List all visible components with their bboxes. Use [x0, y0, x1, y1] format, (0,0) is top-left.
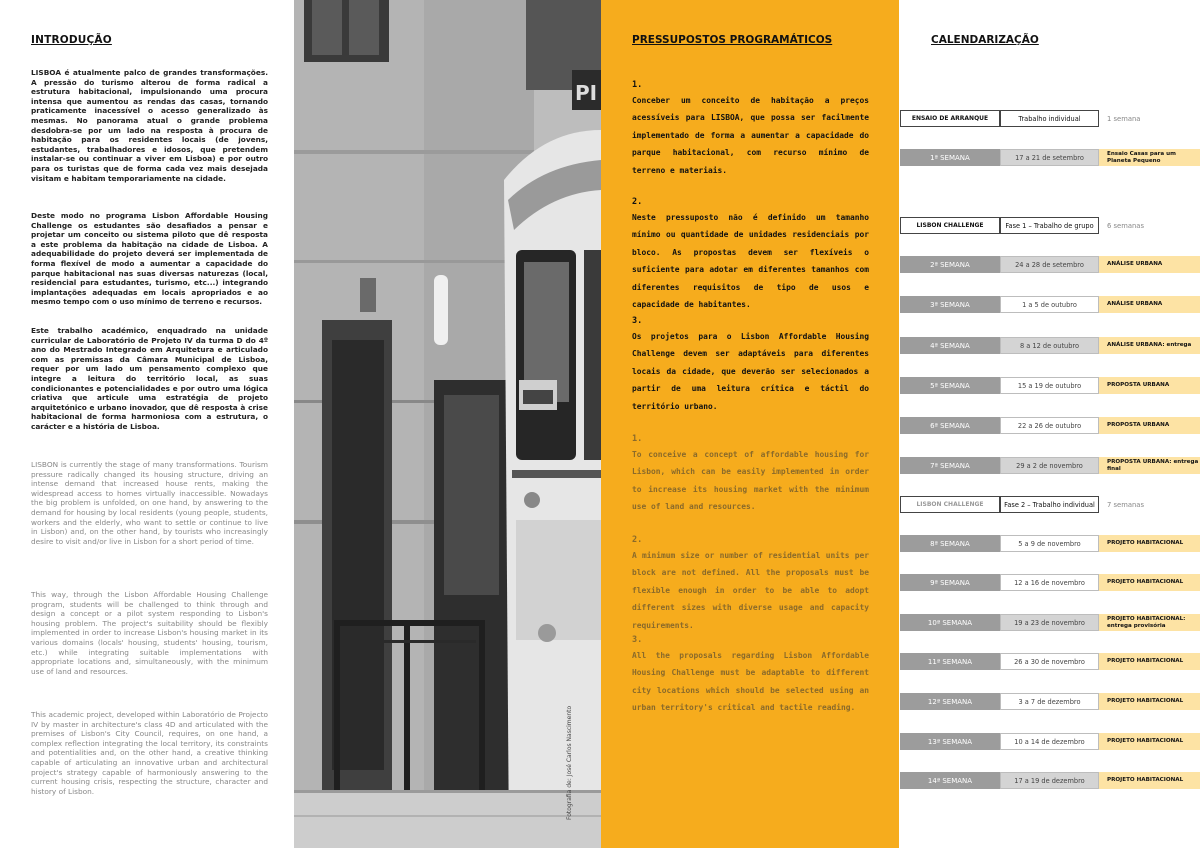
- calendar-row-label: 12ª SEMANA: [900, 693, 1000, 710]
- calendar-row: [900, 693, 1200, 710]
- premise-en-3-text: All the proposals regarding Lisbon Affordable Housing Challenge must be adaptable to different city locations which should be selected using an urban territory's critical and tactile reading.: [632, 651, 869, 713]
- premise-pt-3-number: 3.: [632, 316, 643, 326]
- calendar-row-detail: 22 a 26 de outubro: [1000, 417, 1099, 434]
- calendar-row-label: 14ª SEMANA: [900, 772, 1000, 789]
- calendar-row-note: PROJETO HABITACIONAL: [1099, 574, 1200, 591]
- intro-paragraph-1: LISBOA é atualmente palco de grandes transformações. A pressão do turismo alterou de forma radical a estrutura habitacional, impulsionando uma procura intensa que aumentou as rendas das casas, tornando praticamente inacessível o acesso generalizado às mesmas. No panorama atual o grande problema desdobra-se por um lado na resposta à procura de habitação para os residentes locais (de jovens, estudantes, trabalhadores e idosos, que pretendem instalar-se ou continuar a viver em Lisboa) e por outro para os turistas que de forma cada vez mais desejada visitam e habitam temporariamente na cidade.: [31, 68, 268, 183]
- calendar-row: [900, 217, 1200, 234]
- calendar-row: [900, 149, 1200, 166]
- premise-pt-2-text: Neste pressuposto não é definido um tamanho mínimo ou quantidade de unidades residenciais por bloco. As propostas devem ser flexíveis o suficiente para adotar em diferentes tamanhos com diferentes requisitos de tipo de usos e capacidade de habitantes.: [632, 213, 869, 310]
- calendar-title: CALENDARIZAÇÃO: [931, 34, 1039, 46]
- premise-pt-3-text: Os projetos para o Lisbon Affordable Housing Challenge devem ser adaptáveis para diferentes locais da cidade, que deverão ser selecionados a partir de uma leitura crítica e táctil do território urbano.: [632, 332, 869, 411]
- calendar-row-note: PROJETO HABITACIONAL: [1099, 535, 1200, 552]
- calendar-row: [900, 377, 1200, 394]
- calendar-row: [900, 296, 1200, 313]
- calendar-row-note: PROJETO HABITACIONAL: entrega provisória: [1099, 614, 1200, 631]
- calendar-row-note: Ensaio Casas para um Planeta Pequeno: [1099, 149, 1200, 166]
- svg-text:PI: PI: [575, 81, 598, 105]
- calendar-row-label: LISBON CHALLENGE: [900, 496, 1000, 513]
- intro-paragraph-5: This way, through the Lisbon Affordable Housing Challenge program, students will be challenged to think through and design a concept or a pilot system responding to Lisbon's housing problem. The project's suitability should be flexibly implemented in order to increase Lisbon's housing market in its various domains (locals' housing, students' housing, tourism, etc.) while integrating suitable implementations with appropriate locations and, simultaneously, with the minimum use of land and resources.: [31, 590, 268, 676]
- calendar-row: [900, 653, 1200, 670]
- calendar-row-label: 3ª SEMANA: [900, 296, 1000, 313]
- calendar-row-label: 7ª SEMANA: [900, 457, 1000, 474]
- calendar-row: [900, 337, 1200, 354]
- calendar-row-detail: 15 a 19 de outubro: [1000, 377, 1099, 394]
- calendar-row-label: 5ª SEMANA: [900, 377, 1000, 394]
- calendar-row-note: PROPOSTA URBANA: entrega final: [1099, 457, 1200, 474]
- calendar-row-detail: 12 a 16 de novembro: [1000, 574, 1099, 591]
- calendar-row-detail: 10 a 14 de dezembro: [1000, 733, 1099, 750]
- intro-paragraph-3: Este trabalho académico, enquadrado na unidade curricular de Laboratório de Projeto IV da turma D do 4º ano do Mestrado Integrado em Arquitetura e articulado com as premissas da Câmara Municipal de Lisboa, requer por um lado um pensamento complexo que integre a leitura do território local, as suas condicionantes e potencialidades e por outro uma lógica criativa que articule uma estratégia de projeto arquitetónico e urbano inovador, que dê resposta à crise habitacional de forma harmoniosa com a estrutura, o carácter e a história de Lisboa.: [31, 326, 268, 431]
- calendar-row-detail: Fase 1 – Trabalho de grupo: [1000, 217, 1099, 234]
- premise-en-3-number: 3.: [632, 635, 643, 645]
- calendar-row-note: PROJETO HABITACIONAL: [1099, 693, 1200, 710]
- calendar-row: [900, 535, 1200, 552]
- calendar-row-label: ENSAIO DE ARRANQUE: [900, 110, 1000, 127]
- calendar-row: [900, 457, 1200, 474]
- calendar-row-label: 6ª SEMANA: [900, 417, 1000, 434]
- calendar-row-detail: 8 a 12 de outubro: [1000, 337, 1099, 354]
- calendar-row-detail: 17 a 21 de setembro: [1000, 149, 1099, 166]
- calendar-row-detail: 24 a 28 de setembro: [1000, 256, 1099, 273]
- calendar-row: [900, 256, 1200, 273]
- calendar-row-detail: Trabalho individual: [1000, 110, 1099, 127]
- premise-en-1-text: To conceive a concept of affordable housing for Lisbon, which can be easily implemented in order to increase its housing market with the minimum use of land and resources.: [632, 450, 869, 512]
- calendar-row-note: ANÁLISE URBANA: [1099, 256, 1200, 273]
- calendar-row-detail: 17 a 19 de dezembro: [1000, 772, 1099, 789]
- calendar-row-detail: 19 a 23 de novembro: [1000, 614, 1099, 631]
- calendar-row-detail: 26 a 30 de novembro: [1000, 653, 1099, 670]
- intro-paragraph-2: Deste modo no programa Lisbon Affordable Housing Challenge os estudantes são desafiados a pensar e projetar um conceito ou sistema piloto que dê resposta a este problema da habitação na cidade de Lisboa. A adequabilidade do projeto deverá ser implementada de forma flexível de modo a aumentar a capacidade do parque habitacional nas suas diversas naturezas (local, residencial para estudantes, turismo, etc...) integrando implantações adequadas em locais apropriados e ao mesmo tempo com o uso mínimo de terreno e recursos.: [31, 211, 268, 307]
- calendar-row-label: 8ª SEMANA: [900, 535, 1000, 552]
- calendar-row-detail: Fase 2 – Trabalho individual: [1000, 496, 1099, 513]
- calendar-row: [900, 110, 1200, 127]
- calendar-row-detail: 5 a 9 de novembro: [1000, 535, 1099, 552]
- calendar-row: [900, 733, 1200, 750]
- premise-en-2-text: A minimum size or number of residential units per block are not defined. All the proposals must be flexible enough in order to be able to adopt different sizes with diverse usage and capacity requirements.: [632, 551, 869, 630]
- calendar-row-label: 13ª SEMANA: [900, 733, 1000, 750]
- premise-pt-2-number: 2.: [632, 197, 643, 207]
- calendar-row-detail: 29 a 2 de novembro: [1000, 457, 1099, 474]
- calendar-row-note: ANÁLISE URBANA: entrega: [1099, 337, 1200, 354]
- calendar-row-note: PROJETO HABITACIONAL: [1099, 653, 1200, 670]
- calendar-row: [900, 772, 1200, 789]
- calendar-row-detail: 3 a 7 de dezembro: [1000, 693, 1099, 710]
- intro-paragraph-6: This academic project, developed within Laboratório de Projecto IV by master in architecture's class 4D and articulated with the premises of Lisbon's City Council, requires, on one hand, a complex reflection integrating the local territory, its constraints and potentialities and, on the other hand, a creative thinking capable of articulating an innovative urban and architectural project's strategy capable of harmoniously answering to the current housing crisis, respecting the structure, character and history of Lisbon.: [31, 710, 268, 796]
- calendar-row-note: PROPOSTA URBANA: [1099, 377, 1200, 394]
- calendar-row-label: 11ª SEMANA: [900, 653, 1000, 670]
- tram-photo: [294, 0, 601, 848]
- calendar-row-label: 10ª SEMANA: [900, 614, 1000, 631]
- calendar-row-note: PROJETO HABITACIONAL: [1099, 772, 1200, 789]
- premise-en-1-number: 1.: [632, 434, 643, 444]
- calendar-row-note: ANÁLISE URBANA: [1099, 296, 1200, 313]
- calendar-row-label: 9ª SEMANA: [900, 574, 1000, 591]
- calendar-row-note: PROJETO HABITACIONAL: [1099, 733, 1200, 750]
- calendar-row: [900, 496, 1200, 513]
- intro-paragraph-4: LISBON is currently the stage of many transformations. Tourism pressure radically changed its housing structure, driving an intense demand that increased house rents, making the widespread access to homes virtually inaccessible. Nowadays the big problem is unfolded, on one hand, by answering to the demand for housing by local residents (young people, students, workers and the elderly, who want to settle or continue to live in Lisbon) and, on the other hand, by tourists who increasingly desire to visit and/or live in Lisbon for a short period of time.: [31, 460, 268, 546]
- calendar-row-note: PROPOSTA URBANA: [1099, 417, 1200, 434]
- calendar-row-note: 6 semanas: [1107, 221, 1145, 230]
- calendar-row-note: 1 semana: [1107, 114, 1141, 123]
- photo-credit: Fotografia de: José Carlos Nascimento: [566, 705, 573, 820]
- calendar-row-label: 2ª SEMANA: [900, 256, 1000, 273]
- calendar-row-label: LISBON CHALLENGE: [900, 217, 1000, 234]
- premise-pt-1-text: Conceber um conceito de habitação a preços acessíveis para LISBOA, que possa ser facilmente implementado de forma a aumentar a capacidade do parque habitacional, com recurso mínimo de terreno e materiais.: [632, 96, 869, 175]
- premise-en-2-number: 2.: [632, 535, 643, 545]
- calendar-row-detail: 1 a 5 de outubro: [1000, 296, 1099, 313]
- premise-pt-1-number: 1.: [632, 80, 643, 90]
- intro-title: INTRODUÇÃO: [31, 34, 112, 46]
- calendar-row-note: 7 semanas: [1107, 500, 1145, 509]
- calendar-row: [900, 574, 1200, 591]
- calendar-row: [900, 417, 1200, 434]
- calendar-row-label: 1ª SEMANA: [900, 149, 1000, 166]
- premises-title: PRESSUPOSTOS PROGRAMÁTICOS: [632, 34, 833, 46]
- calendar-row-label: 4ª SEMANA: [900, 337, 1000, 354]
- tram-photo-illustration: [294, 0, 601, 848]
- calendar-row: [900, 614, 1200, 631]
